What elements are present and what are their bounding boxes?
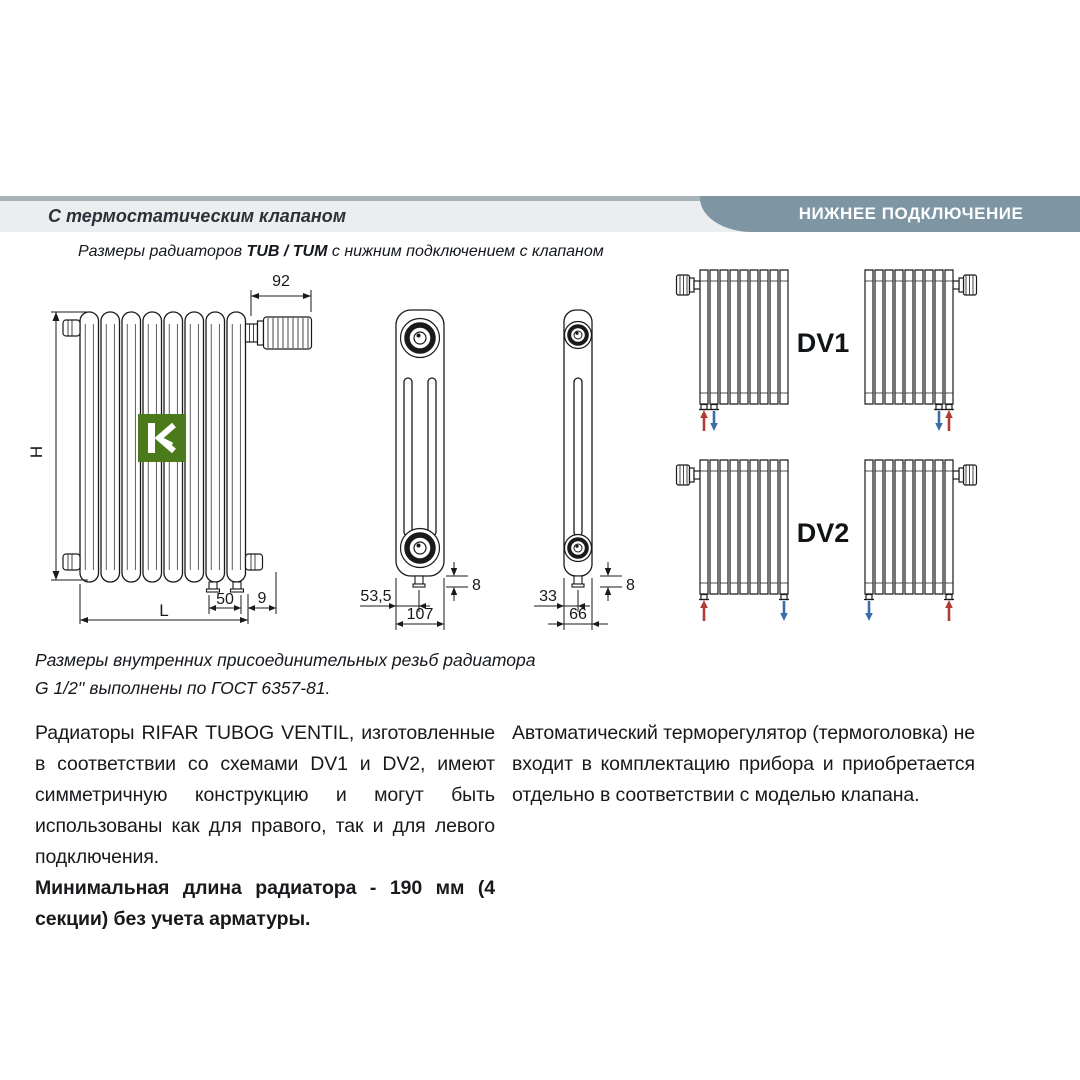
groove [428,378,436,536]
dim-arrow [269,605,276,611]
side-view-3col-drawing [330,290,500,630]
paragraph-left [35,718,495,935]
groove [574,378,582,536]
dv1-label: DV1 [796,328,850,358]
dim-arrow [437,621,444,627]
dv2-label: DV2 [796,518,850,548]
dim-arrow [557,621,564,627]
groove [404,378,412,536]
dim-arrow [605,568,611,576]
section-title: С термостатическим клапаном [48,206,347,226]
dv2-scheme-right-radiator [845,458,977,623]
section-header [0,196,1080,232]
side-view-2col-drawing [520,290,670,630]
bottom-stub [572,576,584,587]
paragraph-right [512,718,975,811]
dim-stub-spacing: 50 [216,591,234,608]
dim-arrow [53,571,60,580]
top-port [565,322,592,349]
dim-arrow [451,587,457,595]
paragraph-right-text: Автоматический терморегулятор (термоголовка) не входит в комплектацию прибора и приобретается отдельно в соответствии с моделью клапана. [512,722,975,806]
tab-label: НИЖНЕЕ ПОДКЛЮЧЕНИЕ [798,204,1024,223]
thermostatic-valve-head [246,317,312,349]
dv2-scheme-left-radiator [676,458,808,623]
dim-arrow [209,605,216,611]
dim-arrow [451,568,457,576]
paragraph-left-bold: Минимальная длина радиатора - 190 мм (4 секции) без учета арматуры. [35,877,495,930]
dim-8-lines [600,562,622,601]
thread-note-line1: Размеры внутренних присоединительных резьб радиатора [35,650,536,670]
dim-8-lines [446,562,468,601]
dim-depth: 66 [569,606,587,623]
dim-arrow [240,617,248,623]
dim-stub-height: 8 [472,577,481,594]
dv1-scheme-right-radiator [845,268,977,433]
top-port [401,319,440,358]
bottom-port [401,529,440,568]
dim-arrow [53,312,60,321]
dim-arrow [248,605,255,611]
caption-models: TUB / TUM [246,243,328,260]
dim-92-lines [251,290,311,316]
dim-stub-edge-offset: 9 [257,590,267,607]
k-glyph [138,414,186,462]
bottom-stub [413,576,425,587]
drawing-caption [78,243,604,261]
dim-arrow [251,293,259,299]
dim-stub-offset: 33 [539,588,557,605]
dim-arrow [80,617,88,623]
dim-arrow [234,605,241,611]
dim-length: L [159,601,169,620]
dim-arrow [592,621,599,627]
dim-valve-width: 92 [272,273,290,290]
thread-note [35,646,535,702]
connection-type-tab [700,196,1080,232]
dv1-scheme-left-radiator [676,268,808,433]
dim-arrow [303,293,311,299]
brand-k-logo-icon [138,414,186,462]
dim-stub-offset: 53,5 [360,588,392,605]
thread-note-line2: G 1/2'' выполнены по ГОСТ 6357-81. [35,678,331,698]
dim-depth: 107 [406,606,434,623]
dim-arrow [605,587,611,595]
dim-arrow [396,621,403,627]
bottom-port [565,535,592,562]
dim-arrow [557,603,564,609]
caption-suffix: с нижним подключением с клапаном [327,243,604,260]
paragraph-left-main: Радиаторы RIFAR TUBOG VENTIL, изготовленные в соответствии со схемами DV1 и DV2, имеют симметричную конструкцию и могут быть использованы как для правого, так и для левого подключения. [35,722,495,868]
dim-stub-height: 8 [626,577,635,594]
dim-height: H [27,445,46,459]
caption-prefix: Размеры радиаторов [78,243,247,260]
